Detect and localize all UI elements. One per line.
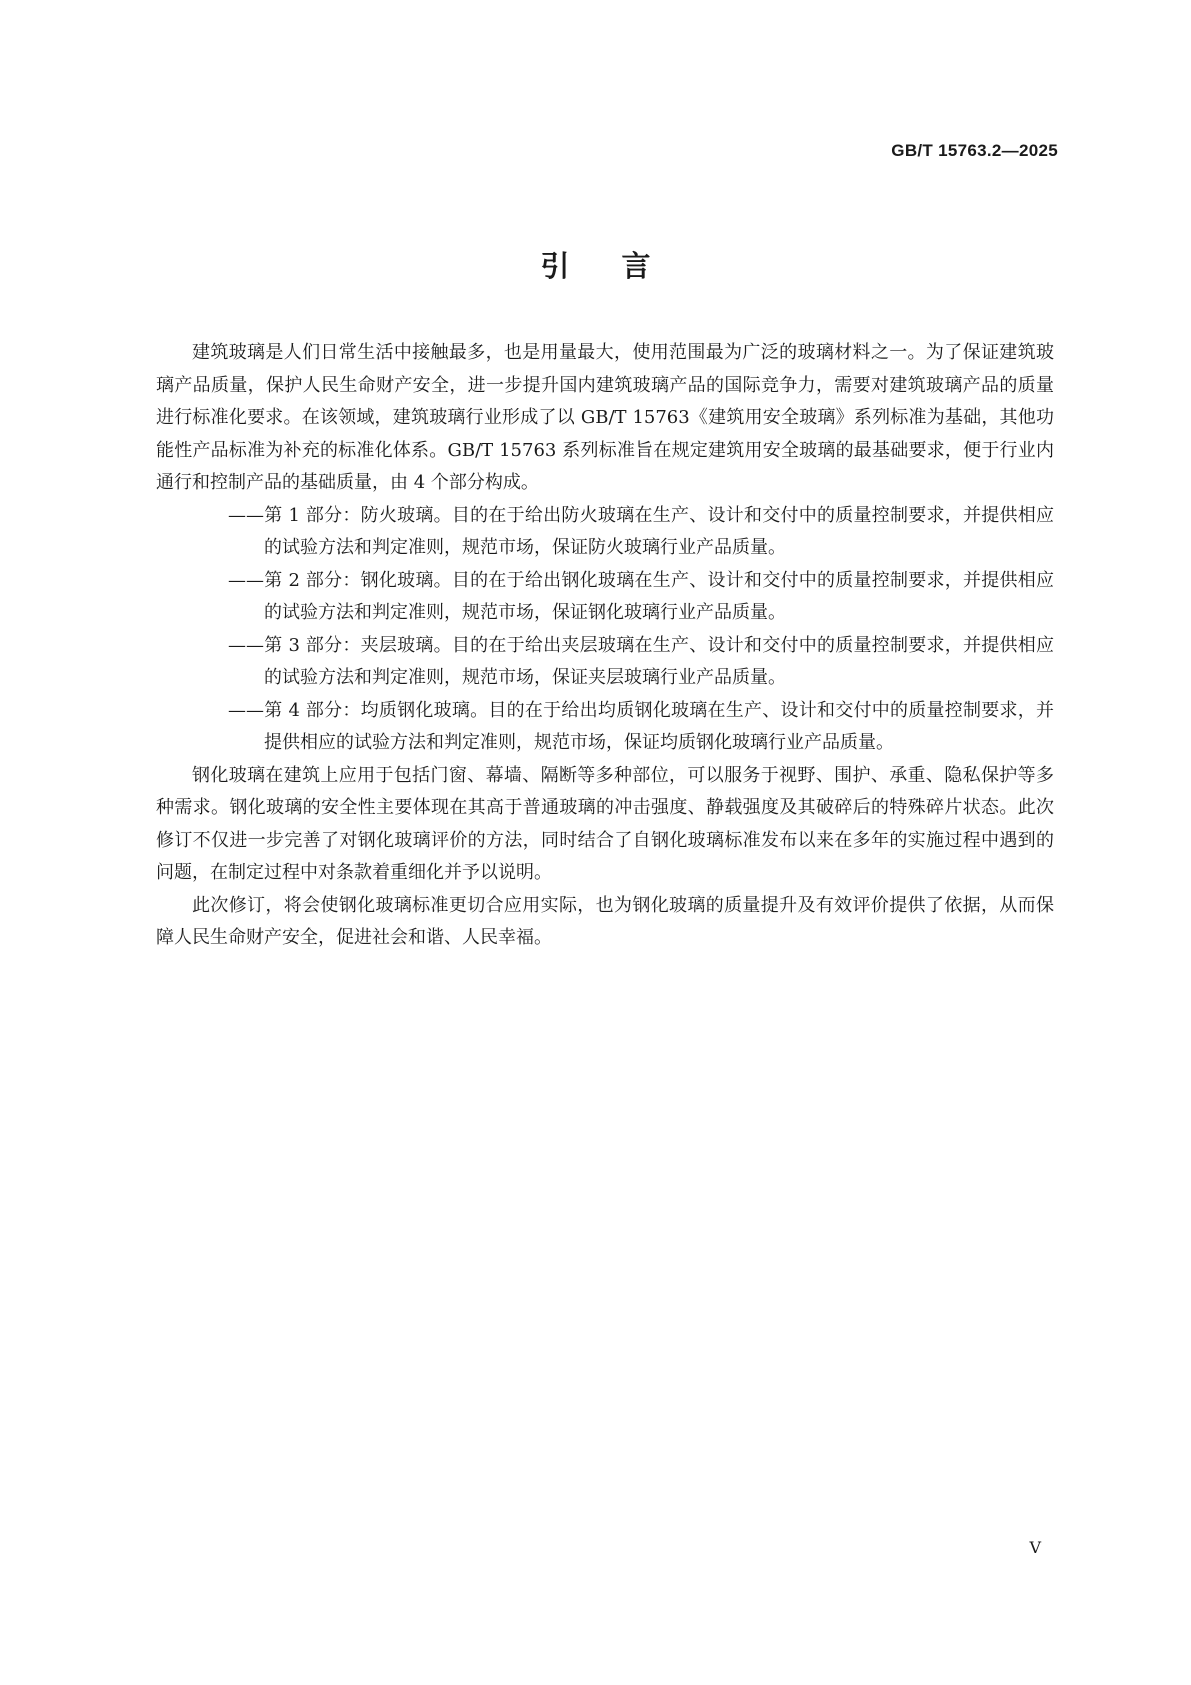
list-item-part-1: ——第 1 部分：防火玻璃。目的在于给出防火玻璃在生产、设计和交付中的质量控制要求，并提供相应的试验方法和判定准则，规范市场，保证防火玻璃行业产品质量。 [228,504,1054,558]
standard-code: GB/T 15763.2—2025 [891,141,1058,160]
list-item-part-3: ——第 3 部分：夹层玻璃。目的在于给出夹层玻璃在生产、设计和交付中的质量控制要求，并提供相应的试验方法和判定准则，规范市场，保证夹层玻璃行业产品质量。 [228,634,1054,688]
paragraph-conclusion: 此次修订，将会使钢化玻璃标准更切合应用实际，也为钢化玻璃的质量提升及有效评价提供了依据，从而保障人民生命财产安全，促进社会和谐、人民幸福。 [156,894,1054,948]
paragraph-intro: 建筑玻璃是人们日常生活中接触最多，也是用量最大，使用范围最为广泛的玻璃材料之一。为了保证建筑玻璃产品质量，保护人民生命财产安全，进一步提升国内建筑玻璃产品的国际竞争力，需要对建筑玻璃产品的质量进行标准化要求。在该领域，建筑玻璃行业形成了以 GB/T 15763《建筑用安全玻璃》系列标准为基础，其他功能性产品标准为补充的标准化体系。GB/T 15763 系列标准旨在规定建筑用安全玻璃的最基础要求，便于行业内通行和控制产品的基础质量，由 4 个部分构成。 [156,342,1054,493]
introduction-body [156,337,1054,955]
section-title: 引言 [540,249,703,283]
list-item-part-4: ——第 4 部分：均质钢化玻璃。目的在于给出均质钢化玻璃在生产、设计和交付中的质量控制要求，并提供相应的试验方法和判定准则，规范市场，保证均质钢化玻璃行业产品质量。 [228,699,1054,753]
list-item-part-2: ——第 2 部分：钢化玻璃。目的在于给出钢化玻璃在生产、设计和交付中的质量控制要求，并提供相应的试验方法和判定准则，规范市场，保证钢化玻璃行业产品质量。 [228,569,1054,623]
page-number: V [1029,1538,1041,1557]
paragraph-application: 钢化玻璃在建筑上应用于包括门窗、幕墙、隔断等多种部位，可以服务于视野、围护、承重、隐私保护等多种需求。钢化玻璃的安全性主要体现在其高于普通玻璃的冲击强度、静载强度及其破碎后的特殊碎片状态。此次修订不仅进一步完善了对钢化玻璃评价的方法，同时结合了自钢化玻璃标准发布以来在多年的实施过程中遇到的问题，在制定过程中对条款着重细化并予以说明。 [156,764,1054,883]
